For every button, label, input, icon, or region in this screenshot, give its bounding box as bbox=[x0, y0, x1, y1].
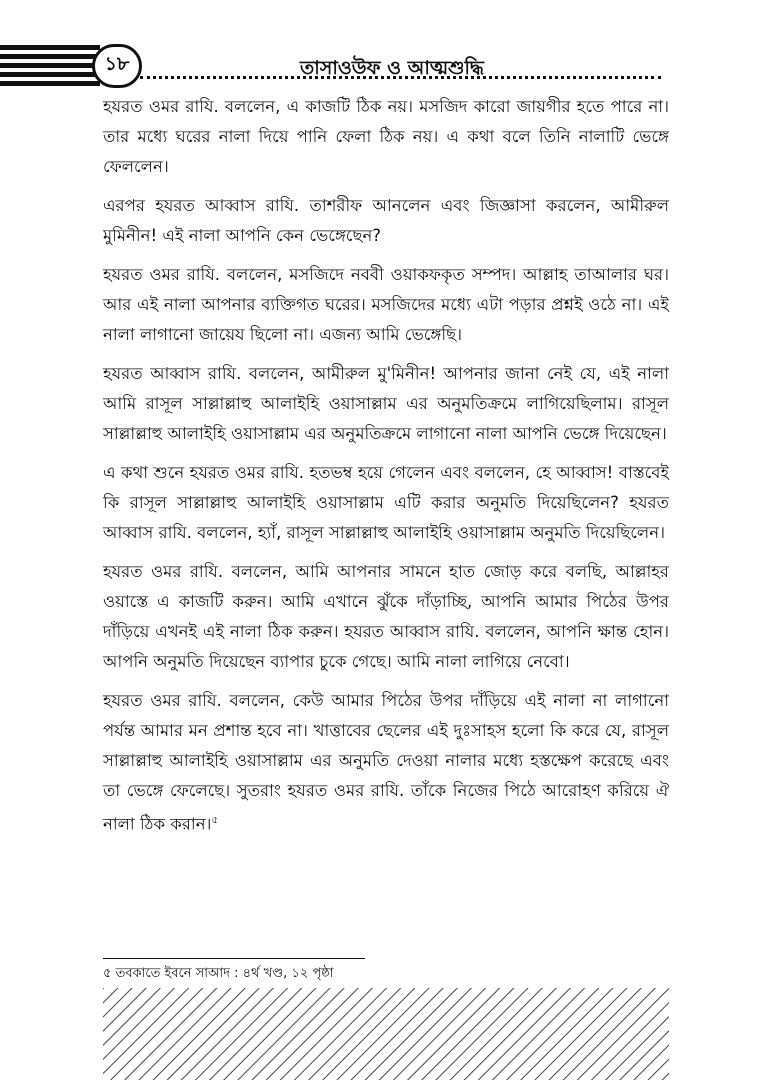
paragraph: হযরত আব্বাস রাযি. বললেন, আমীরুল মু'মিনীন! আপনার জানা নেই যে, এই নালা আমি রাসূল সাল্লাল্লাহু আলাইহি ওয়াসাল্লাম এর অনুমতিক্রমে লাগিয়েছিলাম। রাসূল সাল্লাল্লাহু আলাইহি ওয়াসাল্লাম এর অনুমতিক্রমে লাগানো নালা আপনি ভেঙ্গে দিয়েছেন। bbox=[103, 364, 669, 443]
diagonal-stripes-decoration bbox=[103, 988, 669, 1080]
page-number-badge bbox=[92, 44, 142, 88]
paragraph bbox=[103, 686, 669, 840]
page-header bbox=[0, 44, 763, 94]
paragraph-text: হযরত ওমর রাযি. বললেন, কেউ আমার পিঠের উপর দাঁড়িয়ে এই নালা না লাগানো পর্যন্ত আমার মন প্রশান্ত হবে না। খাত্তাবের ছেলের এই দুঃসাহস হলো কি করে যে, রাসূল সাল্লাল্লাহু আলাইহি ওয়াসাল্লাম এর অনুমতি দেওয়া নালার মধ্যে হস্তক্ষেপ করেছে এবং তা ভেঙ্গে ফেলেছে। সুতরাং হযরত ওমর রাযি. তাঁকে নিজের পিঠে আরোহণ করিয়ে ঐ নালা ঠিক করান। bbox=[103, 691, 669, 834]
header-dotted-rule bbox=[140, 76, 661, 79]
paragraph: এরপর হযরত আব্বাস রাযি. তাশরীফ আনলেন এবং জিজ্ঞাসা করলেন, আমীরুল মুমিনীন! এই নালা আপনি কেন ভেঙ্গেছেন? bbox=[103, 196, 669, 245]
footnote-marker: ৫ bbox=[211, 815, 218, 826]
body-text bbox=[103, 92, 669, 849]
running-title: তাসাওউফ ও আত্মশুদ্ধি bbox=[300, 57, 484, 79]
paragraph: হযরত ওমর রাযি. বললেন, আমি আপনার সামনে হাত জোড় করে বলছি, আল্লাহর ওয়াস্তে এ কাজটি করুন। আমি এখানে ঝুঁকে দাঁড়াচ্ছি, আপনি আমার পিঠের উপর দাঁড়িয়ে এখনই এই নালা ঠিক করুন। হযরত আব্বাস রাযি. বললেন, আপনি ক্ষান্ত হোন। আপনি অনুমতি দিয়েছেন ব্যাপার চুকে গেছে। আমি নালা লাগিয়ে নেবো। bbox=[103, 562, 669, 671]
page-number: ১৮ bbox=[104, 53, 130, 75]
paragraph: হযরত ওমর রাযি. বললেন, মসজিদে নববী ওয়াকফকৃত সম্পদ। আল্লাহ তাআলার ঘর। আর এই নালা আপনার ব্যক্তিগত ঘরের। মসজিদের মধ্যে এটা পড়ার প্রশ্নই ওঠে না। এই নালা লাগানো জায়েয ছিলো না। এজন্য আমি ভেঙ্গেছি। bbox=[103, 265, 669, 344]
paragraph: এ কথা শুনে হযরত ওমর রাযি. হতভম্ব হয়ে গেলেন এবং বললেন, হে আব্বাস! বাস্তবেই কি রাসূল সাল্লাল্লাহু আলাইহি ওয়াসাল্লাম এটি করার অনুমতি দিয়েছিলেন? হযরত আব্বাস রাযি. বললেন, হ্যাঁ, রাসূল সাল্লাল্লাহু আলাইহি ওয়াসাল্লাম অনুমতি দিয়েছিলেন। bbox=[103, 463, 669, 542]
paragraph: হযরত ওমর রাযি. বললেন, এ কাজটি ঠিক নয়। মসজিদ কারো জায়গীর হতে পারে না। তার মধ্যে ঘরের নালা দিয়ে পানি ফেলা ঠিক নয়। এ কথা বলে তিনি নালাটি ভেঙ্গে ফেললেন। bbox=[103, 97, 669, 176]
footnote-separator bbox=[103, 958, 365, 959]
header-bars-decoration bbox=[0, 45, 100, 89]
footnote: ৫ তবকাতে ইবনে সাআদ : ৪র্থ খণ্ড, ১২ পৃষ্ঠা bbox=[103, 966, 334, 981]
